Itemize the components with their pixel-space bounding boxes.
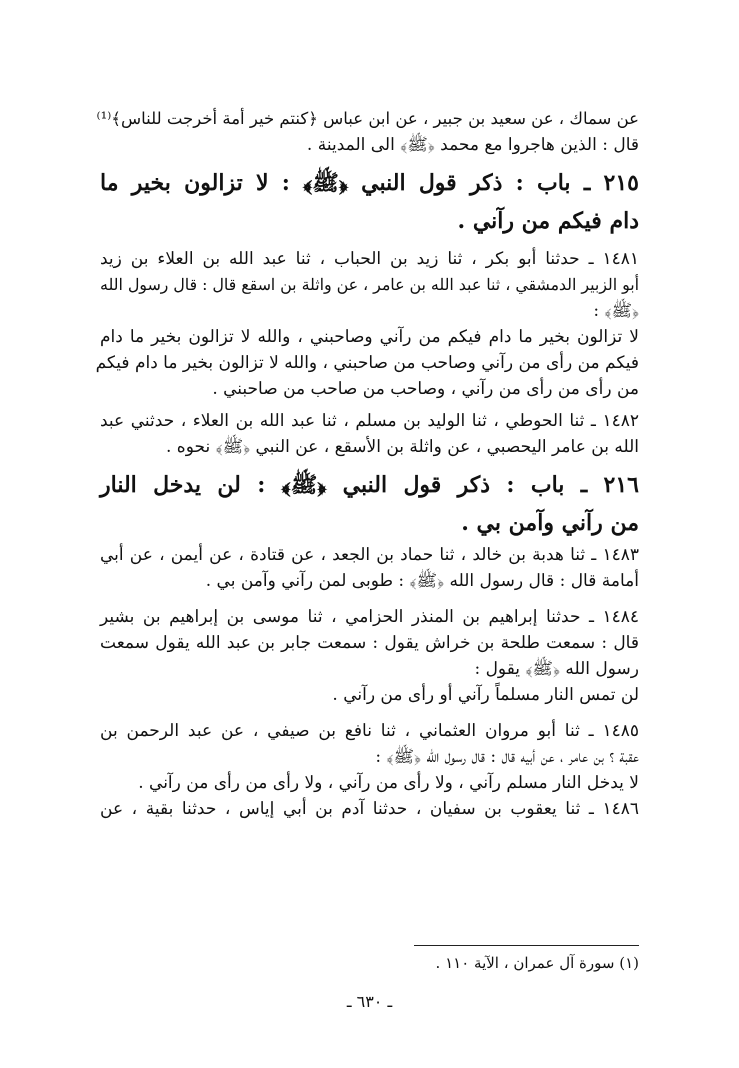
text-line: قال : سمعت طلحة بن خراش يقول : سمعت جابر بن عبد الله يقول سمعت — [100, 633, 639, 653]
text-line: لن تمس النار مسلماً رآني أو رأى من رآني . — [332, 685, 639, 705]
text-line: ١٤٨٢ ـ ثنا الحوطي ، ثنا الوليد بن مسلم ، ثنا عبد الله بن العلاء ، حدثني عبد — [100, 411, 639, 431]
text-line: أمامة قال : قال رسول الله ﴿ﷺ﴾ : طوبى لمن رآني وآمن بي . — [205, 571, 639, 591]
hadith-1481 — [96, 246, 643, 402]
footnote: (١) سورة آل عمران ، الآية ١١٠ . — [435, 954, 639, 972]
hadith-1484 — [96, 604, 643, 708]
text-line: عن سماك ، عن سعيد بن جبير ، عن ابن عباس ﴿كنتم خير أمة أخرجت للناس﴾⁽¹⁾ — [96, 109, 639, 128]
hadith-1485 — [96, 718, 643, 796]
text-line: ١٤٨٣ ـ ثنا هدبة بن خالد ، ثنا حماد بن الجعد ، عن قتادة ، عن أيمن ، عن أبي — [100, 545, 639, 565]
text-line: أبو الزبير الدمشقي ، ثنا عبد الله بن عامر ، عن واثلة بن اسقع قال : قال رسول الله — [100, 275, 639, 294]
chapter-title-line: من رآني وآمن بي . — [461, 510, 639, 536]
hadith-1483 — [96, 542, 643, 594]
text-line: ١٤٨٤ ـ حدثنا إبراهيم بن المنذر الحزامي ، ثنا موسى بن إبراهيم بن بشير — [100, 607, 639, 627]
text-line: قال : الذين هاجروا مع محمد ﴿ﷺ﴾ الى المدينة . — [306, 135, 639, 155]
chapter-215-heading — [96, 164, 643, 240]
chapter-title-line: ٢١٥ ـ باب : ذكر قول النبي ﴿ﷺ﴾ : لا تزالون بخير ما — [100, 170, 639, 196]
text-line: من رأى من رأى من رآني ، وصاحب من صاحب من صاحبني . — [212, 379, 639, 399]
text-line: ١٤٨٥ ـ ثنا أبو مروان العثماني ، ثنا نافع بن صيفي ، عن عبد الرحمن بن — [100, 721, 639, 741]
intro-text — [96, 106, 643, 158]
chapter-title-line: دام فيكم من رآني . — [457, 208, 639, 234]
text-line: عقبة ؟ بن عامر ، عن أبيه قال : قال رسول الله ﴿ﷺ﴾ : — [375, 747, 639, 767]
text-line: فيكم من رأى من رآني وصاحب من صاحبني ، والله لا تزالون بخير ما دام فيكم — [95, 353, 639, 373]
text-line: رسول الله ﴿ﷺ﴾ يقول : — [474, 659, 639, 679]
text-line: الله بن عامر اليحصبي ، عن واثلة بن الأسقع ، عن النبي ﴿ﷺ﴾ نحوه . — [165, 437, 639, 457]
text-line: ١٤٨٦ ـ ثنا يعقوب بن سفيان ، حدثنا آدم بن أبي إياس ، حدثنا بقية ، عن — [100, 799, 639, 819]
text-line: ١٤٨١ ـ حدثنا أبو بكر ، ثنا زيد بن الحباب ، ثنا عبد الله بن العلاء بن زيد — [100, 249, 639, 269]
hadith-1482 — [96, 408, 643, 460]
footnote-divider — [414, 945, 639, 946]
text-line: لا تزالون بخير ما دام فيكم من رآني وصاحبني ، والله لا تزالون بخير ما دام — [100, 327, 639, 347]
hadith-1486 — [96, 796, 643, 822]
text-line: لا يدخل النار مسلم رآني ، ولا رأى من رآني ، ولا رأى من رأى من رآني . — [138, 773, 639, 793]
chapter-title-line: ٢١٦ ـ باب : ذكر قول النبي ﴿ﷺ﴾ : لن يدخل النار — [100, 472, 639, 498]
text-line: ﴿ﷺ﴾ : — [593, 301, 639, 321]
chapter-216-heading — [96, 466, 643, 542]
page-number: ـ ٦٣٠ ـ — [346, 992, 393, 1011]
